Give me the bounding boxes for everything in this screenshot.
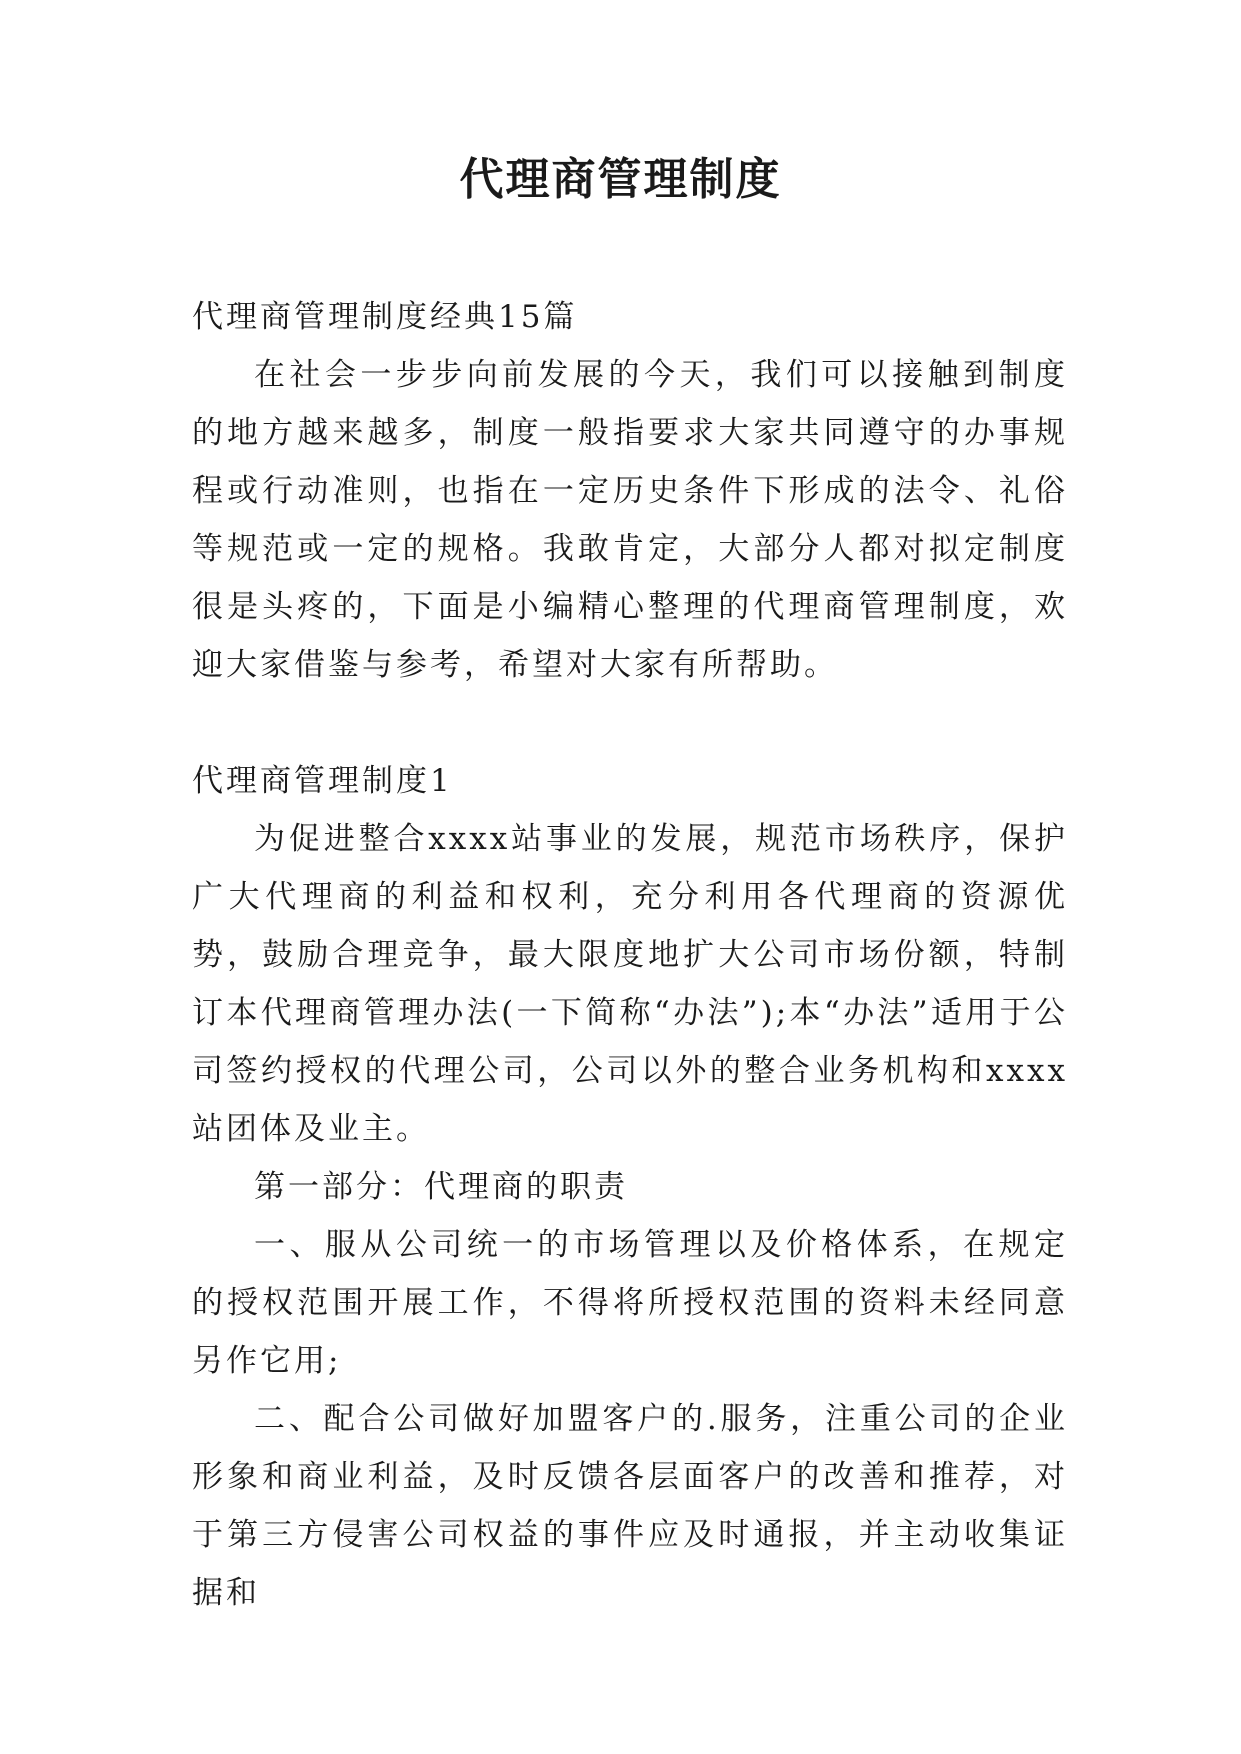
document-body	[192, 288, 1068, 1622]
intro-paragraph: 在社会一步步向前发展的今天，我们可以接触到制度的地方越来越多，制度一般指要求大家共同遵守的办事规程或行动准则，也指在一定历史条件下形成的法令、礼俗等规范或一定的规格。我敢肯定，大部分人都对拟定制度很是头疼的，下面是小编精心整理的代理商管理制度，欢迎大家借鉴与参考，希望对大家有所帮助。	[192, 357, 1068, 683]
paragraph-spacer	[192, 694, 1068, 752]
part-heading: 第一部分：代理商的职责	[254, 1169, 628, 1205]
document-title: 代理商管理制度	[459, 154, 782, 205]
document-subtitle: 代理商管理制度经典15篇	[192, 299, 578, 335]
list-item: 一、服从公司统一的市场管理以及价格体系，在规定的授权范围开展工作，不得将所授权范围的资料未经同意另作它用;	[192, 1227, 1068, 1379]
list-item: 二、配合公司做好加盟客户的.服务，注重公司的企业形象和商业利益，及时反馈各层面客户的改善和推荐，对于第三方侵害公司权益的事件应及时通报，并主动收集证据和	[192, 1401, 1068, 1611]
section-heading: 代理商管理制度1	[192, 763, 453, 799]
section-paragraph: 为促进整合xxxx站事业的发展，规范市场秩序，保护广大代理商的利益和权利，充分利用各代理商的资源优势，鼓励合理竞争，最大限度地扩大公司市场份额，特制订本代理商管理办法(一下简称“办法”);本“办法”适用于公司签约授权的代理公司，公司以外的整合业务机构和xxxx站团体及业主。	[192, 821, 1068, 1147]
